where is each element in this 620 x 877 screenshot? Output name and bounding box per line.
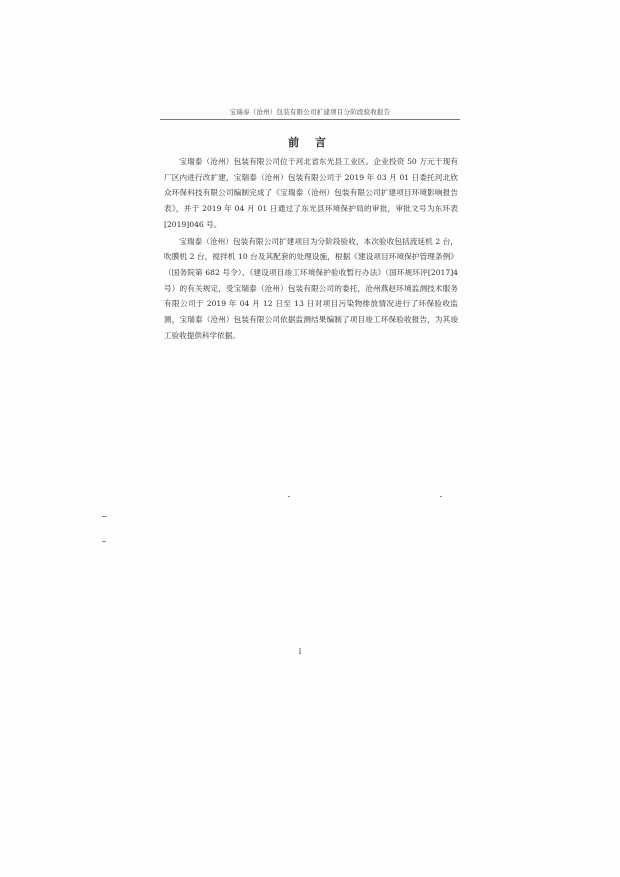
page-number: I [298, 648, 302, 656]
scan-speck [288, 496, 290, 497]
scan-speck [440, 496, 442, 497]
scan-speck [102, 516, 107, 517]
header-rule [160, 119, 460, 120]
scan-speck [102, 541, 106, 542]
page-title: 前 言 [288, 136, 332, 149]
running-header: 宝瑞泰（沧州）包装有限公司扩建项目分阶段验收报告 [229, 108, 391, 116]
paragraph-2: 宝瑞泰（沧州）包装有限公司扩建项目为分阶段验收，本次验收包括流延机 2 台，吹膜机 2 台，搅拌机 10 台及其配套的处理设施，根据《建设项目环境保护管理条例》（国务院第 682 号令）、《建设项目竣工环境保护验收暂行办法》（国环规环评[2017]4 号）的有关规定，受宝瑞泰（沧州）包装有限公司的委托，沧州燕赵环境监测技术服务有限公司于 2019 年 04 月 12 日至 13 日对项目污染物排放情况进行了环保验收监测，宝瑞泰（沧州）包装有限公司依据监测结果编制了项目竣工环保验收报告，为其竣工验收提供科学依据。 [164, 236, 458, 340]
body-text [164, 154, 458, 344]
paragraph-1: 宝瑞泰（沧州）包装有限公司位于河北省东光县工业区。企业投资 50 万元于现有厂区内进行改扩建，宝瑞泰（沧州）包装有限公司于 2019 年 03 月 01 日委托河北欣众环保科技有限公司编制完成了《宝瑞泰（沧州）包装有限公司扩建项目环境影响报告表》，并于 2019 年 04 月 01 日通过了东光县环境保护局的审批，审批文号为东环表[2019]046 号。 [164, 157, 458, 229]
